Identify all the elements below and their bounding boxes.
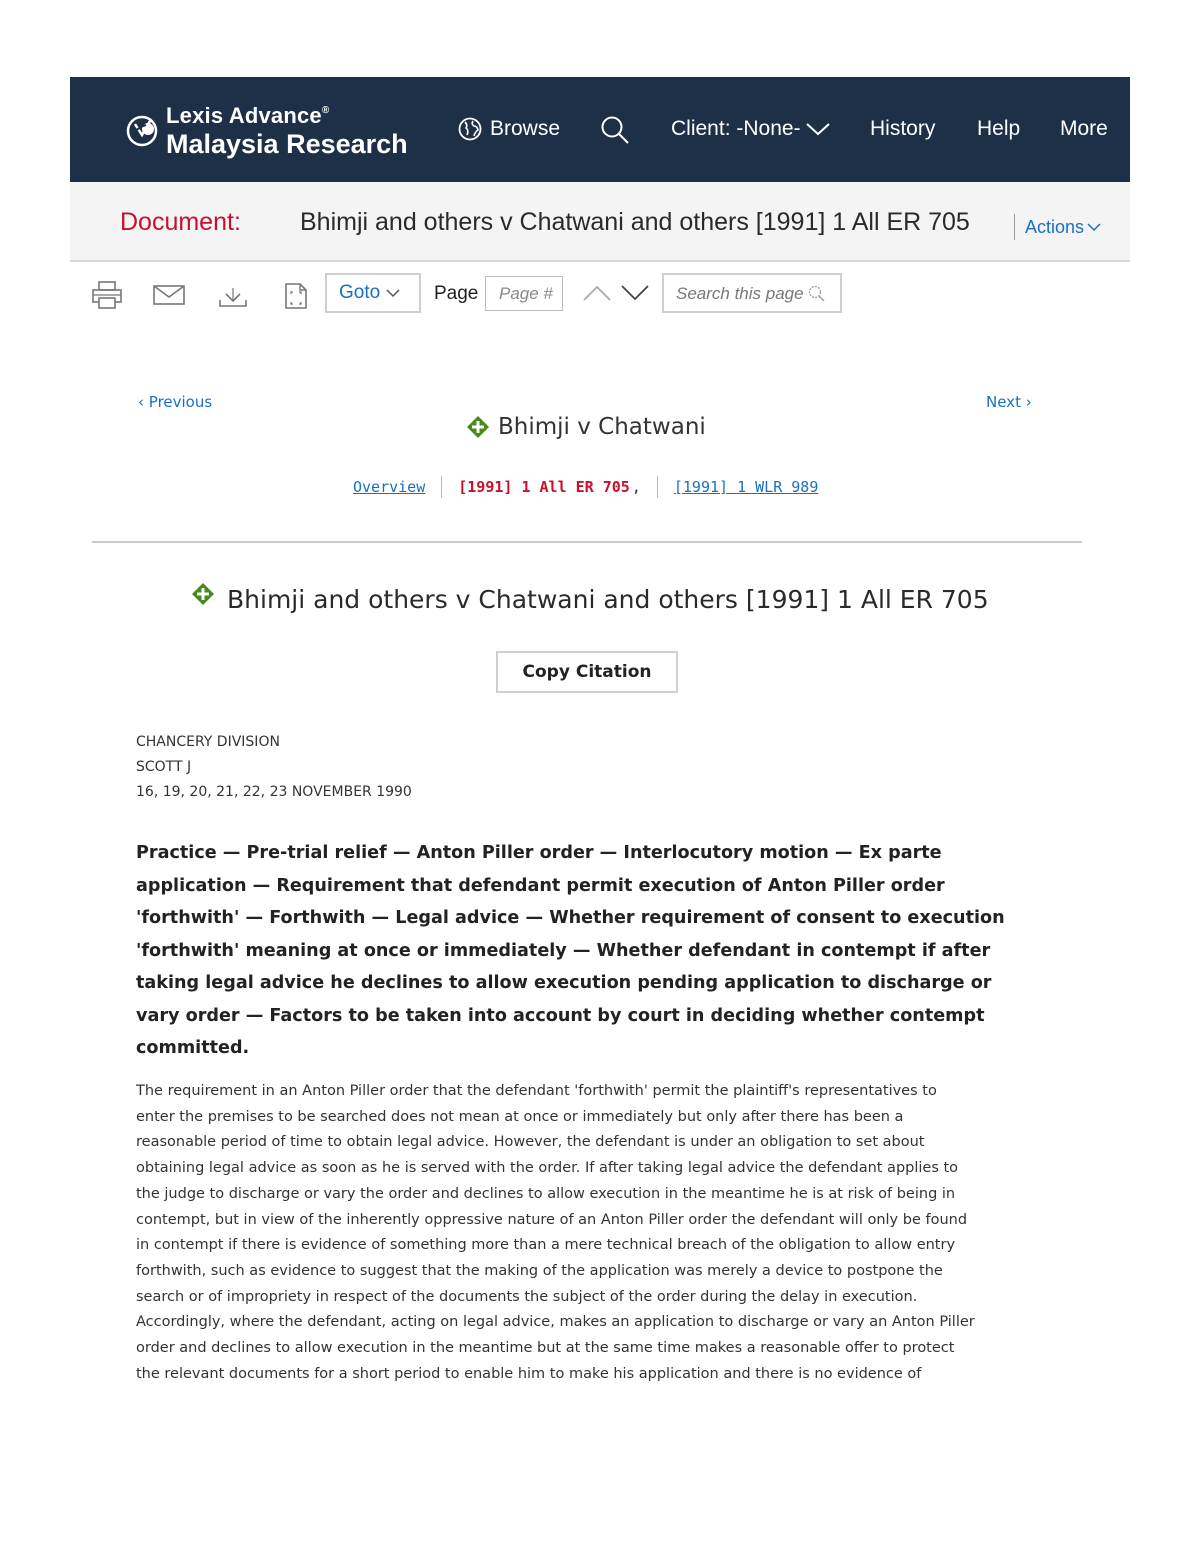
previous-match-arrow-icon[interactable]: [582, 284, 612, 302]
globe-icon: [458, 117, 482, 141]
chevron-left-icon: ‹: [138, 393, 149, 411]
nav-client-dropdown[interactable]: [671, 117, 831, 141]
nav-browse-label: Browse: [490, 117, 561, 140]
nav-client-label: Client: -None-: [671, 117, 801, 140]
document-header-bar: [70, 182, 1130, 262]
search-page-box: [662, 273, 842, 313]
search-icon: [600, 115, 630, 145]
chevron-down-icon: [1087, 222, 1101, 232]
green-diamond-icon: [191, 582, 215, 606]
search-page-input[interactable]: [676, 281, 806, 307]
nav-more[interactable]: More: [1060, 117, 1108, 140]
judge-name: SCOTT J: [136, 759, 192, 775]
headnote-body: [136, 1079, 1046, 1387]
citation-divider: [441, 476, 442, 498]
page-label: Page: [434, 283, 479, 304]
headnote-line: contempt, but in view of the inherently oppressive nature of an Anton Piller order the defendant will only be found: [136, 1211, 968, 1228]
headnote-line: obtaining legal advice as soon as he is served with the order. If after taking legal advice the defendant applies to: [136, 1160, 959, 1177]
actions-dropdown[interactable]: [1014, 214, 1101, 240]
case-meta: [136, 730, 412, 805]
catchwords: [136, 837, 1036, 1065]
catchwords-line: 'forthwith' — Forthwith — Legal advice — Whether requirement of consent to execution: [136, 908, 1005, 928]
search-icon[interactable]: [807, 284, 827, 304]
copy-document-icon[interactable]: [279, 280, 313, 310]
citation-comma: ,: [631, 478, 641, 496]
wlr-citation-link[interactable]: [1991] 1 WLR 989: [673, 478, 819, 496]
chevron-right-icon: ›: [1020, 393, 1032, 411]
document-header-title: Bhimji and others v Chatwani and others [1991] 1 All ER 705: [300, 208, 970, 236]
headnote-line: in contempt if there is evidence of something more than a mere technical breach of the obligation to allow entry: [136, 1237, 956, 1254]
short-case-title-text: Bhimji v Chatwani: [498, 414, 706, 440]
actions-label: Actions: [1025, 216, 1085, 237]
lexis-logo[interactable]: [126, 103, 426, 159]
catchwords-line: Practice — Pre-trial relief — Anton Piller order — Interlocutory motion — Ex parte: [136, 843, 942, 863]
page-number-input[interactable]: [485, 276, 563, 311]
citation-divider: [657, 476, 658, 498]
document-label: Document:: [120, 208, 241, 236]
goto-label: Goto: [339, 282, 381, 303]
nav-browse[interactable]: [458, 117, 560, 141]
catchwords-line: vary order — Factors to be taken into account by court in deciding whether contempt: [136, 1005, 985, 1026]
download-icon[interactable]: [216, 280, 250, 310]
catchwords-line: application — Requirement that defendant permit execution of Anton Piller order: [136, 875, 945, 896]
copy-citation-button[interactable]: Copy Citation: [496, 651, 678, 693]
previous-label: Previous: [148, 393, 213, 411]
headnote-line: order and declines to allow execution in the meantime but at the same time makes a reasonable offer to protect: [136, 1340, 955, 1357]
top-nav-bar: [70, 77, 1130, 182]
hearing-dates: 16, 19, 20, 21, 22, 23 NOVEMBER 1990: [136, 784, 412, 800]
current-citation: [1991] 1 All ER 705: [458, 478, 630, 496]
email-icon[interactable]: [152, 280, 186, 310]
nav-history[interactable]: History: [870, 117, 936, 140]
lexis-logo-mark-icon: [126, 115, 158, 147]
citation-row: [353, 476, 818, 498]
chevron-down-icon: [805, 121, 831, 137]
green-diamond-icon: [466, 415, 490, 439]
headnote-line: Accordingly, where the defendant, acting on legal advice, makes an application to discharge or vary an Anton Piller: [136, 1314, 975, 1331]
headnote-line: search or of impropriety in respect of the documents the subject of the order during the delay in execution.: [136, 1288, 918, 1305]
logo-brand-text: Lexis Advance®: [166, 103, 330, 128]
headnote-line: reasonable period of time to obtain legal advice. However, the defendant is under an obligation to set about: [136, 1134, 925, 1151]
short-case-title: [466, 414, 706, 440]
full-case-title-text: Bhimji and others v Chatwani and others [1991] 1 All ER 705: [227, 585, 989, 614]
previous-document-link[interactable]: [138, 393, 212, 411]
court-name: CHANCERY DIVISION: [136, 734, 280, 750]
catchwords-line: 'forthwith' meaning at once or immediately — Whether defendant in contempt if after: [136, 940, 991, 961]
next-match-arrow-icon[interactable]: [620, 284, 650, 302]
logo-product-text: Malaysia Research: [166, 129, 408, 159]
catchwords-line: taking legal advice he declines to allow execution pending application to discharge or: [136, 973, 992, 993]
headnote-line: the relevant documents for a short period to enable him to make his application and there is no evidence of: [136, 1365, 922, 1382]
headnote-line: forthwith, such as evidence to suggest that the making of the application was merely a device to postpone the: [136, 1262, 943, 1279]
chevron-down-icon: [386, 288, 400, 298]
headnote-line: The requirement in an Anton Piller order that the defendant 'forthwith' permit the plaintiff's representatives to: [136, 1083, 937, 1099]
nav-help[interactable]: Help: [977, 117, 1021, 140]
print-icon[interactable]: [90, 280, 124, 310]
catchwords-line: committed.: [136, 1038, 250, 1058]
headnote-line: the judge to discharge or vary the order and declines to allow execution in the meantime he is at risk of being in: [136, 1185, 956, 1202]
headnote-line: enter the premises to be searched does not mean at once or immediately but only after there has been a: [136, 1108, 904, 1125]
full-case-title: [191, 585, 989, 614]
next-label: Next: [986, 393, 1021, 411]
goto-dropdown[interactable]: [325, 273, 421, 313]
nav-search-button[interactable]: [600, 115, 630, 145]
next-document-link[interactable]: [986, 393, 1032, 411]
overview-link[interactable]: Overview: [353, 478, 426, 496]
section-divider: [92, 541, 1082, 543]
